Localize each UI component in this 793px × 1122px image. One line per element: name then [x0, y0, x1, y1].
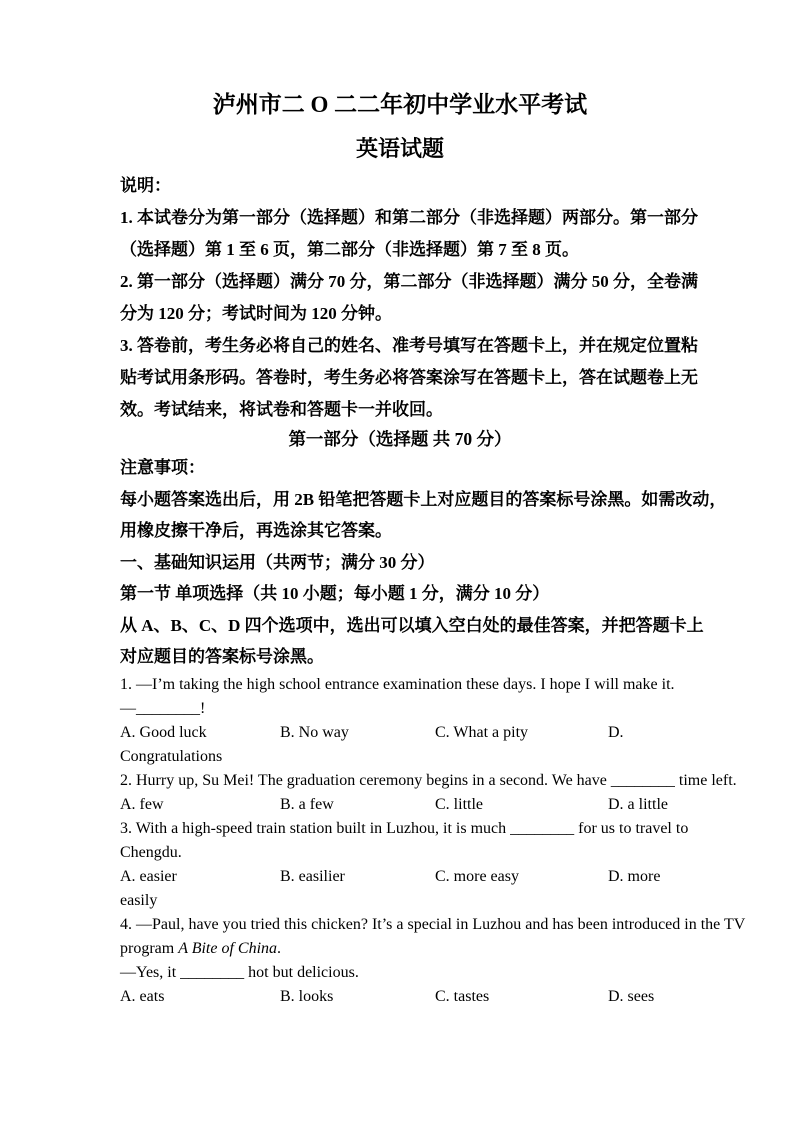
question-2 [120, 769, 737, 817]
notes-block [120, 452, 727, 673]
stem-text: . [277, 939, 282, 957]
instructions-heading: 说明： [120, 176, 171, 195]
question-stem: 4. —Paul, have you tried this chicken? It’s a special in Luzhou and has been introduced in the TV [120, 915, 746, 933]
option-b: B. No way [280, 723, 349, 741]
option-d-overflow: Congratulations [120, 747, 223, 765]
question-3 [120, 817, 689, 913]
question-stem: Chengdu. [120, 843, 182, 861]
instruction-line: （选择题）第 1 至 6 页，第二部分（非选择题）第 7 至 8 页。 [120, 240, 579, 259]
stem-text: program [120, 939, 179, 957]
page-content [120, 0, 746, 1009]
instruction-line: 贴考试用条形码。答卷时，考生务必将答案涂写在答题卡上，答在试题卷上无 [120, 368, 698, 387]
option-c: C. little [435, 795, 483, 813]
question-1 [120, 673, 680, 769]
questions-block [120, 673, 746, 1009]
section1-subtitle: 第一节 单项选择（共 10 小题；每小题 1 分，满分 10 分） [120, 584, 550, 603]
option-d: D. a little [608, 795, 668, 813]
note-line: 每小题答案选出后，用 2B 铅笔把答题卡上对应题目的答案标号涂黑。如需改动， [120, 489, 727, 509]
option-a: A. few [120, 795, 164, 813]
option-b: B. a few [280, 795, 334, 813]
question-stem [120, 937, 680, 961]
page-subtitle: 英语试题 [355, 136, 444, 161]
question-stem: —Yes, it ________ hot but delicious. [120, 963, 359, 981]
option-c: C. What a pity [435, 723, 529, 741]
section1-direction-line: 对应题目的答案标号涂黑。 [120, 647, 324, 666]
options-row [120, 985, 680, 1009]
options-row [120, 793, 680, 817]
option-a: A. easier [120, 867, 177, 885]
option-c: C. more easy [435, 867, 519, 885]
question-stem: 1. —I’m taking the high school entrance examination these days. I hope I will make it. [120, 675, 675, 693]
options-row [120, 865, 680, 889]
option-a: A. Good luck [120, 723, 207, 741]
instruction-line: 3. 答卷前，考生务必将自己的姓名、准考号填写在答题卡上，并在规定位置粘 [120, 336, 698, 355]
option-b: B. looks [280, 987, 334, 1005]
book-title-italic: A Bite of China [178, 939, 278, 957]
question-stem: 2. Hurry up, Su Mei! The graduation ceremony begins in a second. We have ________ time left. [120, 771, 737, 789]
option-d: D. more [608, 867, 661, 885]
instruction-line: 效。考试结来，将试卷和答题卡一并收回。 [120, 400, 443, 419]
instructions-block [120, 170, 698, 426]
instruction-line: 1. 本试卷分为第一部分（选择题）和第二部分（非选择题）两部分。第一部分 [120, 208, 698, 227]
section1-title: 一、基础知识运用（共两节；满分 30 分） [120, 552, 435, 572]
question-stem: 3. With a high-speed train station built in Luzhou, it is much ________ for us to travel to [120, 819, 689, 837]
options-row [120, 721, 680, 745]
question-4 [120, 913, 746, 1009]
option-a: A. eats [120, 987, 165, 1005]
question-stem: —________! [120, 699, 206, 717]
option-c: C. tastes [435, 987, 490, 1005]
section1-direction-line: 从 A、B、C、D 四个选项中，选出可以填入空白处的最佳答案，并把答题卡上 [120, 615, 704, 635]
page-title: 泸州市二 O 二二年初中学业水平考试 [212, 92, 588, 117]
notes-heading: 注意事项： [120, 458, 205, 477]
option-b: B. easilier [280, 867, 345, 885]
part1-heading: 第一部分（选择题 共 70 分） [288, 429, 512, 449]
instruction-line: 分为 120 分；考试时间为 120 分钟。 [120, 304, 392, 323]
option-d: D. sees [608, 987, 655, 1005]
instruction-line: 2. 第一部分（选择题）满分 70 分，第二部分（非选择题）满分 50 分，全卷满 [120, 272, 698, 291]
option-d-overflow: easily [120, 891, 158, 909]
note-line: 用橡皮擦干净后，再选涂其它答案。 [120, 521, 392, 540]
option-d: D. [608, 723, 624, 741]
